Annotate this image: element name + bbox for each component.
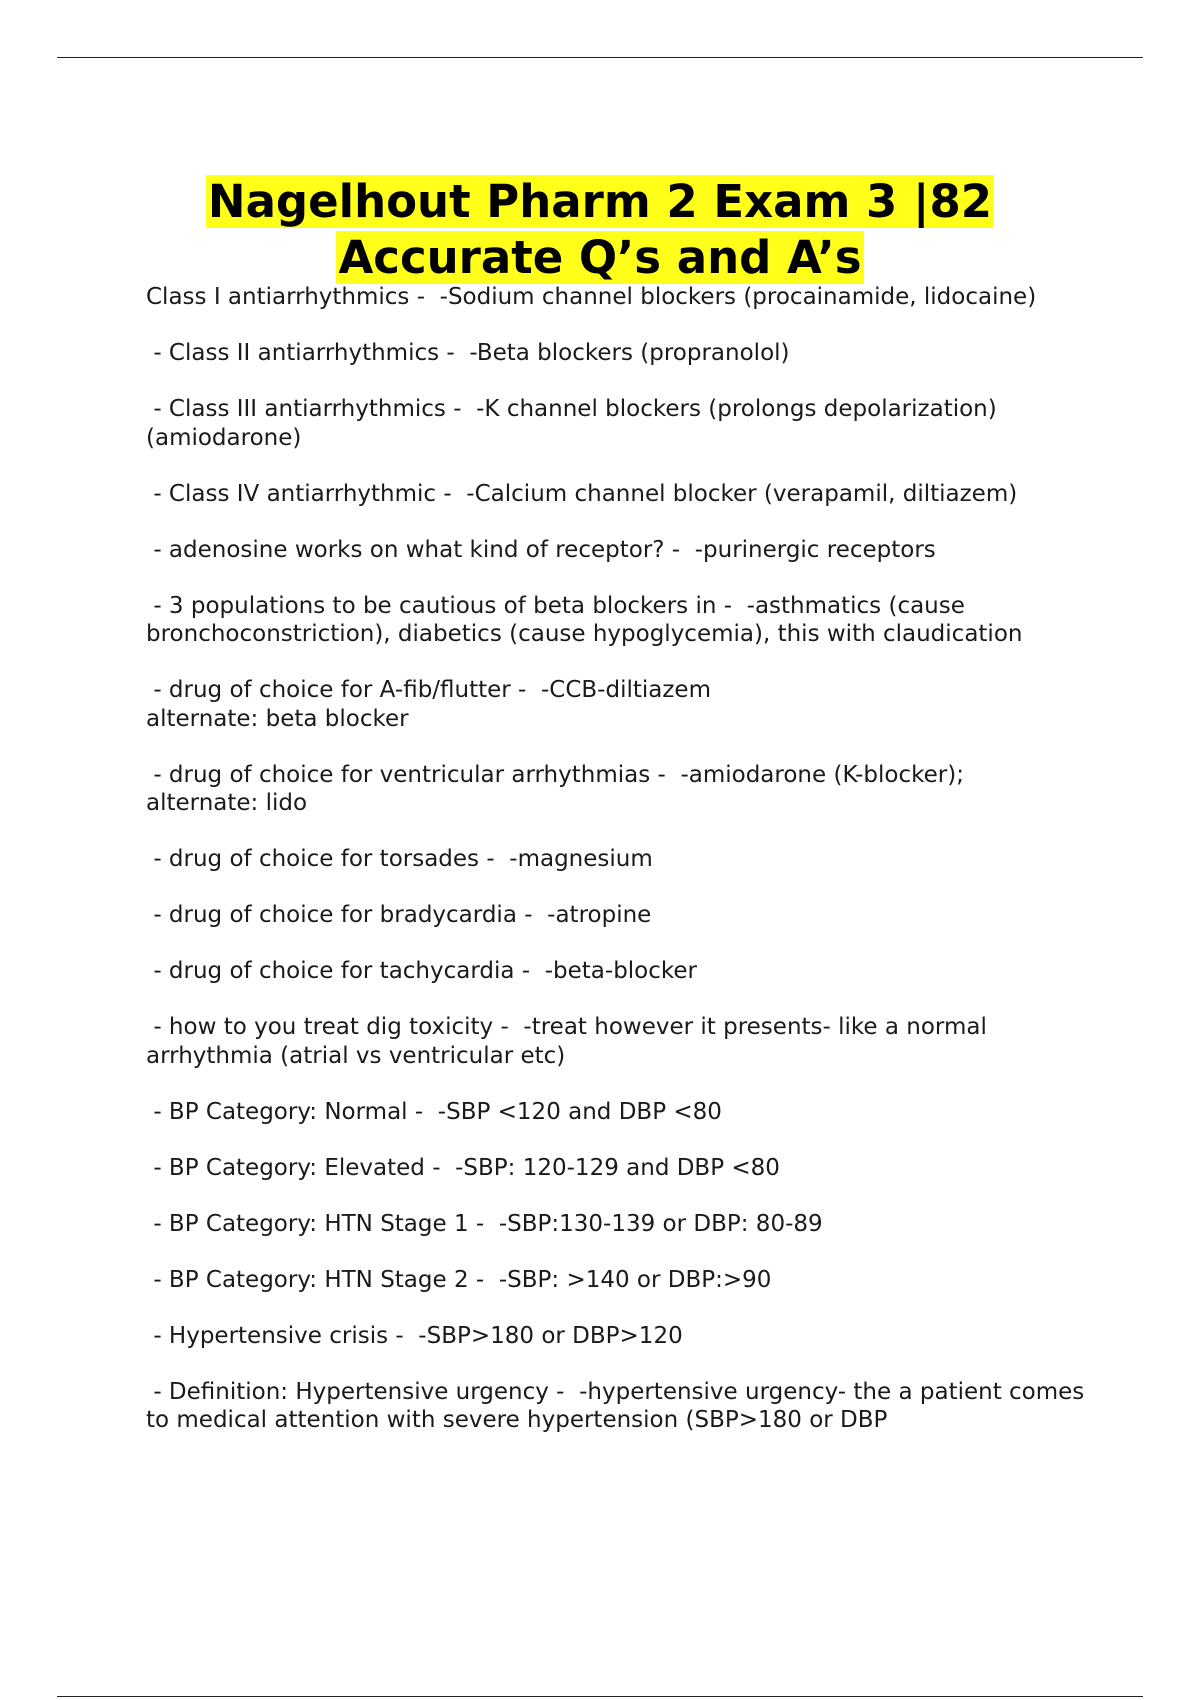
qa-item — [146, 395, 1106, 452]
qa-item — [146, 1098, 1106, 1127]
answer-text: -K channel blockers (prolongs depolarization) (amiodarone) — [146, 396, 1005, 451]
title-highlight-1: Nagelhout Pharm 2 Exam 3 |82 — [207, 175, 993, 229]
answer-text: -SBP <120 and DBP <80 — [430, 1098, 722, 1125]
question-text: - drug of choice for torsades - — [146, 846, 502, 872]
question-text: - Class III antiarrhythmics - — [146, 396, 469, 422]
qa-item — [146, 676, 1106, 733]
title-highlight-2: Accurate Q’s and A’s — [338, 231, 862, 285]
question-text: - drug of choice for A-fib/flutter - — [146, 677, 534, 703]
qa-item — [146, 1322, 1106, 1351]
answer-text: -Sodium channel blockers (procainamide, lidocaine) — [432, 284, 1037, 310]
answer-text: -asthmatics (cause bronchoconstriction), diabetics (cause hypoglycemia), this with claudication — [146, 592, 1023, 647]
answer-text: -amiodarone (K-blocker); alternate: lido — [146, 761, 964, 816]
qa-item — [146, 339, 1106, 368]
qa-item — [146, 1378, 1106, 1435]
question-text: - drug of choice for tachycardia - — [146, 958, 538, 984]
qa-item — [146, 592, 1106, 649]
title-line-2 — [80, 230, 1120, 286]
qa-item — [146, 283, 1106, 312]
answer-text: -treat however it presents- like a normal arrhythmia (atrial vs ventricular etc) — [146, 1014, 995, 1069]
answer-text: -purinergic receptors — [687, 536, 936, 563]
qa-item — [146, 1013, 1106, 1070]
question-text: - adenosine works on what kind of receptor? - — [146, 536, 688, 563]
question-text: - drug of choice for ventricular arrhythmias - — [146, 761, 674, 788]
qa-item — [146, 845, 1106, 874]
question-text: - Class II antiarrhythmics - — [146, 340, 463, 366]
qa-item — [146, 1154, 1106, 1183]
title-line-1 — [80, 174, 1120, 230]
qa-item — [146, 957, 1106, 986]
qa-item — [146, 1210, 1106, 1239]
question-text: - BP Category: Elevated - — [146, 1154, 448, 1181]
qa-item — [146, 1266, 1106, 1295]
question-text: - BP Category: HTN Stage 2 - — [146, 1266, 492, 1293]
answer-text: -CCB-diltiazem alternate: beta blocker — [146, 677, 711, 732]
question-text: - BP Category: Normal - — [146, 1098, 431, 1125]
qa-item — [146, 901, 1106, 930]
answer-text: -SBP: 120-129 and DBP <80 — [447, 1154, 780, 1181]
qa-item — [146, 536, 1106, 565]
answer-text: -magnesium — [501, 846, 653, 872]
answer-text: -SBP: >140 or DBP:>90 — [491, 1266, 772, 1293]
document-title — [80, 174, 1120, 286]
question-text: - 3 populations to be cautious of beta blockers in - — [146, 592, 740, 619]
bottom-divider — [57, 1696, 1143, 1697]
qa-list — [146, 283, 1106, 1462]
answer-text: -SBP>180 or DBP>120 — [411, 1322, 683, 1349]
answer-text: -hypertensive urgency- the a patient comes to medical attention with severe hypertension (SBP>180 or DBP — [146, 1378, 1092, 1433]
question-text: - Class IV antiarrhythmic - — [146, 480, 459, 507]
answer-text: -atropine — [539, 902, 652, 928]
qa-item — [146, 761, 1106, 818]
answer-text: -beta-blocker — [537, 958, 698, 984]
answer-text: -Calcium channel blocker (verapamil, diltiazem) — [459, 480, 1018, 507]
answer-text: -Beta blockers (propranolol) — [462, 340, 790, 366]
qa-item — [146, 480, 1106, 509]
question-text: - how to you treat dig toxicity - — [146, 1014, 517, 1040]
top-divider — [57, 57, 1143, 58]
question-text: - Definition: Hypertensive urgency - — [146, 1378, 572, 1405]
question-text: - drug of choice for bradycardia - — [146, 902, 540, 928]
question-text: - Hypertensive crisis - — [146, 1322, 411, 1349]
question-text: - BP Category: HTN Stage 1 - — [146, 1210, 492, 1237]
answer-text: -SBP:130-139 or DBP: 80-89 — [491, 1210, 823, 1237]
question-text: Class I antiarrhythmics - — [146, 284, 433, 310]
